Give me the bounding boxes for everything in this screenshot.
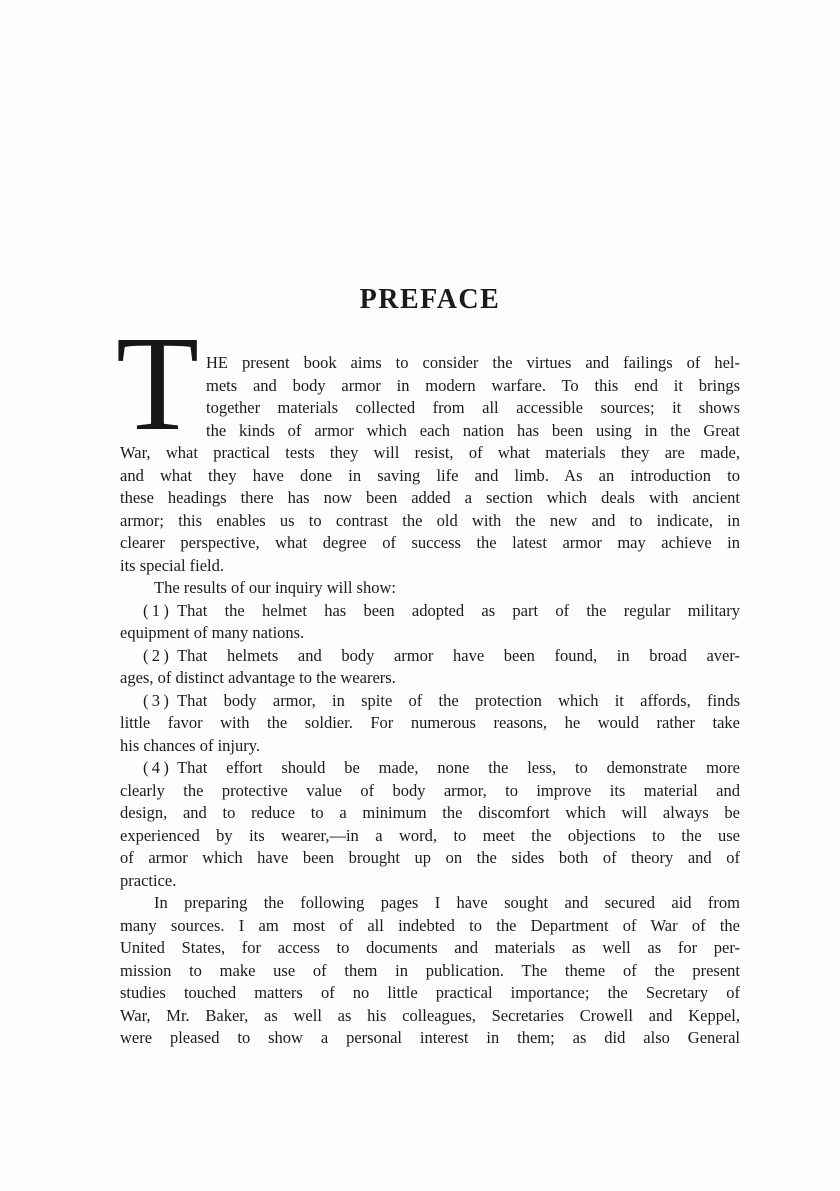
text-line: the kinds of armor which each nation has been using in the Great [206,420,740,440]
text-line: War, Mr. Baker, as well as his colleagues, Secretaries Crowell and Keppel, [120,1005,740,1025]
text-line: practice. [120,870,177,890]
text-line: were pleased to show a personal interest in them; as did also General [120,1028,740,1047]
text-line: equipment of many nations. [120,623,305,642]
text-line: ( 2 ) That helmets and body armor have been found, in broad aver- [143,645,740,665]
text-line: The results of our inquiry will show: [154,578,396,597]
text-line: studies touched matters of no little practical importance; the Secretary of [120,983,740,1002]
text-line: experienced by its wearer,—in a word, to meet the objections to the use [120,825,740,845]
text-line: HE present book aims to consider the virtues and failings of hel- [206,353,740,372]
text-line: War, what practical tests they will resist, of what materials they are made, [120,443,740,462]
text-line: ( 4 ) That effort should be made, none the less, to demonstrate more [143,758,740,777]
dropcap-letter: T [116,309,200,459]
text-line: ages, of distinct advantage to the wearers. [120,668,396,687]
text-line: ( 3 ) That body armor, in spite of the protection which it affords, finds [143,690,740,710]
text-line: clearer perspective, what degree of success the latest armor may achieve in [120,533,740,552]
paragraph-results-intro [120,577,740,600]
paragraph-item-3 [120,690,740,758]
paragraph-item-1 [120,600,740,645]
body-text [116,309,740,1050]
paragraph-opening [116,309,740,577]
text-line: his chances of injury. [120,735,261,755]
text-line: design, and to reduce to a minimum the discomfort which will always be [120,803,740,822]
page-title: PREFACE [359,284,501,315]
text-line: armor; this enables us to contrast the old with the new and to indicate, in [120,510,740,530]
text-line: clearly the protective value of body armor, to improve its material and [120,780,740,800]
text-line: mets and body armor in modern warfare. To this end it brings [206,375,740,395]
text-line: its special field. [120,555,225,575]
text-line: In preparing the following pages I have sought and secured aid from [154,893,740,912]
text-line: United States, for access to documents and materials as well as for per- [120,938,740,957]
text-line: little favor with the soldier. For numerous reasons, he would rather take [120,713,740,732]
text-line: of armor which have been brought up on the sides both of theory and of [120,848,740,867]
text-line: together materials collected from all accessible sources; it shows [206,398,740,417]
text-line: mission to make use of them in publication. The theme of the present [120,960,740,980]
text-line: many sources. I am most of all indebted to the Department of War of the [120,915,740,935]
text-block [116,284,740,1050]
paragraph-item-4 [120,757,740,892]
text-line: ( 1 ) That the helmet has been adopted as part of the regular military [143,600,740,620]
text-line: and what they have done in saving life and limb. As an introduction to [120,465,740,485]
paragraph-acknowledgments [120,892,740,1050]
paragraph-item-2 [120,645,740,690]
text-line: these headings there has now been added a section which deals with ancient [120,488,740,507]
